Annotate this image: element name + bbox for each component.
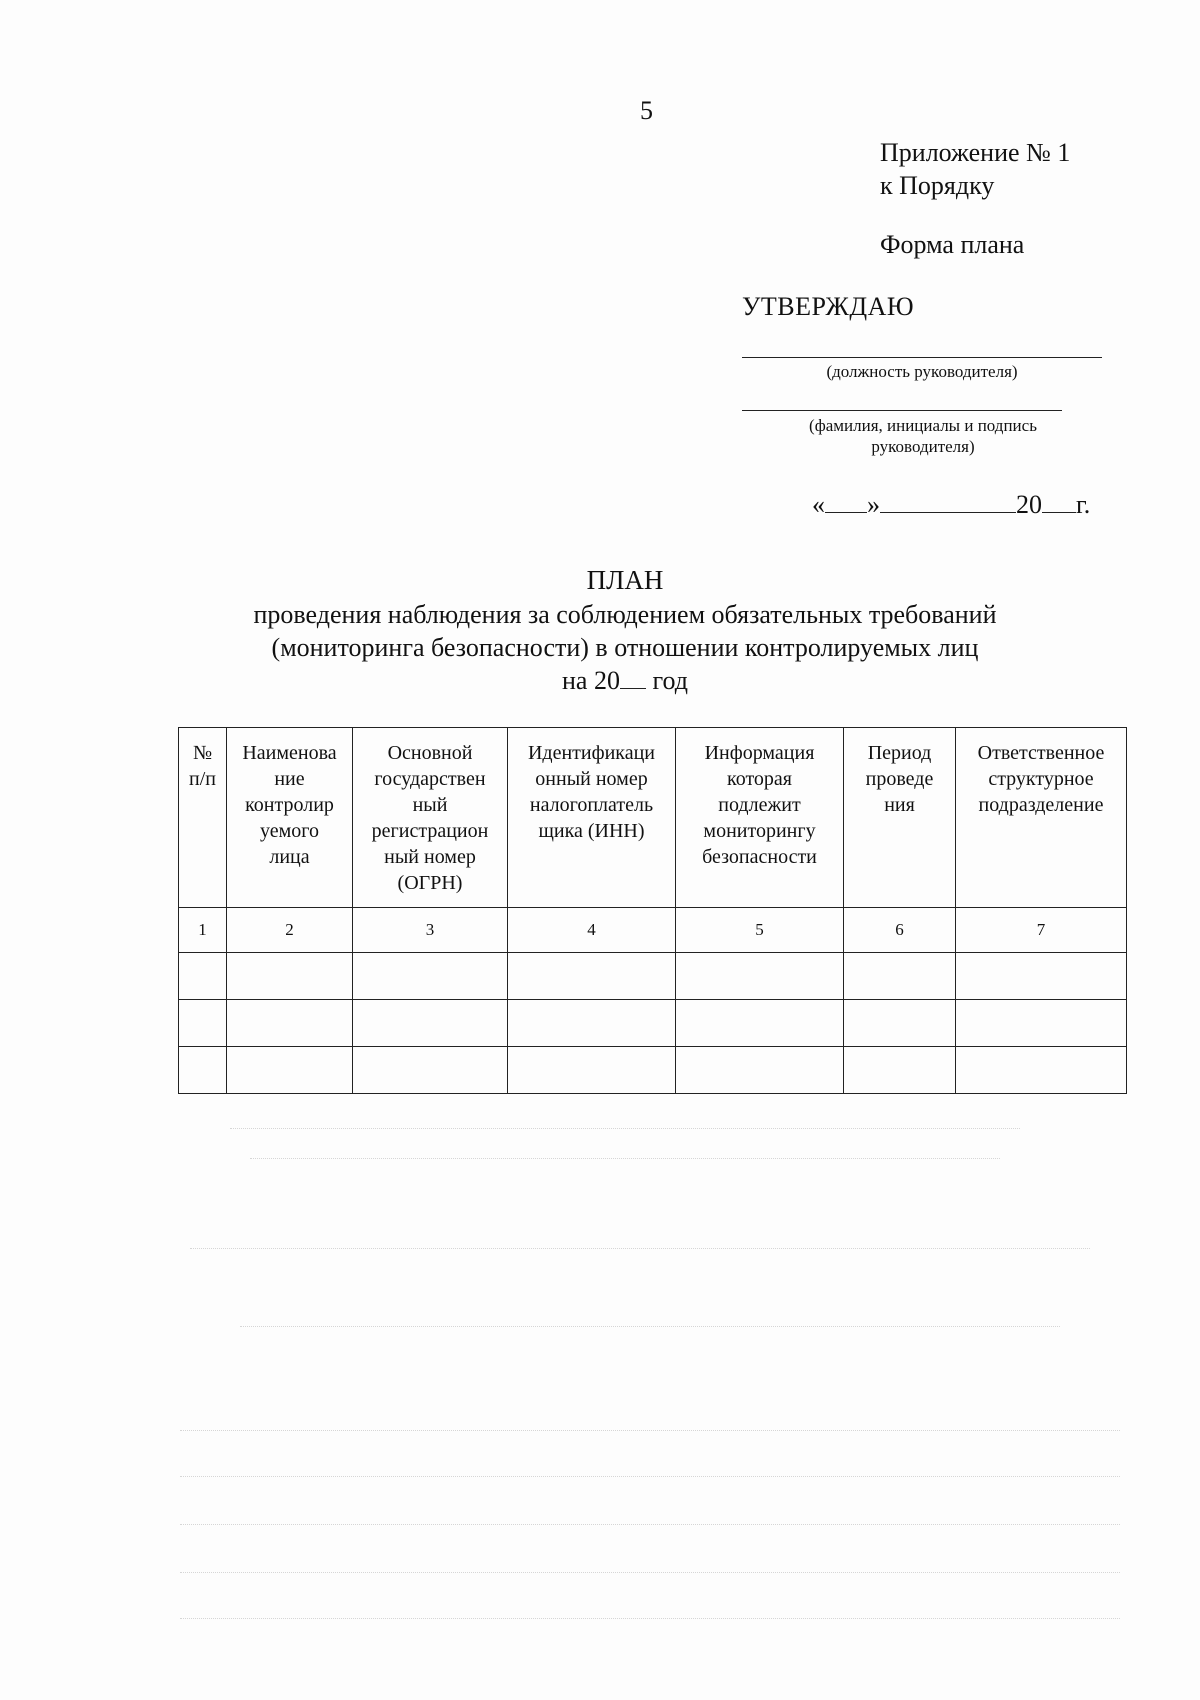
- header-entity-name: Наименова ние контролир уемого лица: [242, 742, 337, 868]
- plan-table: [178, 727, 1127, 1094]
- empty-cell: [353, 1000, 508, 1047]
- scan-artifact-line: [180, 1476, 1120, 1477]
- date-year-prefix: 20: [1016, 490, 1042, 519]
- appendix-line-2: к Порядку: [880, 171, 995, 200]
- column-number-cell: 6: [844, 908, 956, 953]
- appendix-line-1: Приложение № 1: [880, 138, 1071, 167]
- scan-artifact-line: [180, 1524, 1120, 1525]
- date-close-quote: »: [867, 490, 880, 519]
- table-header-cell: [956, 728, 1127, 908]
- date-year-suffix: г.: [1076, 490, 1091, 519]
- date-open-quote: «: [812, 490, 825, 519]
- table-row: [179, 1047, 1127, 1094]
- year-blank: [1042, 490, 1076, 513]
- column-number-cell: 3: [353, 908, 508, 953]
- plan-year-prefix: на 20: [562, 666, 620, 695]
- empty-cell: [844, 953, 956, 1000]
- column-number-cell: 5: [676, 908, 844, 953]
- empty-cell: [227, 1047, 353, 1094]
- empty-cell: [508, 1000, 676, 1047]
- empty-cell: [179, 953, 227, 1000]
- column-number-row: [179, 908, 1127, 953]
- table-header-cell: [844, 728, 956, 908]
- table-row: [179, 953, 1127, 1000]
- table-row: [179, 1000, 1127, 1047]
- plan-year-suffix: год: [652, 666, 688, 695]
- scan-artifact-line: [180, 1572, 1120, 1573]
- table-header-row: [179, 728, 1127, 908]
- empty-cell: [956, 953, 1127, 1000]
- empty-cell: [676, 1047, 844, 1094]
- scan-artifact-line: [250, 1158, 1000, 1159]
- scan-artifact-line: [180, 1430, 1120, 1431]
- empty-cell: [676, 1000, 844, 1047]
- table-header-cell: [508, 728, 676, 908]
- column-number-cell: 7: [956, 908, 1127, 953]
- day-blank: [825, 490, 867, 513]
- header-inn: Идентификаци онный номер налогоплатель щика (ИНН): [527, 742, 655, 842]
- appendix-reference: [880, 136, 1070, 202]
- scan-artifact-line: [180, 1618, 1120, 1619]
- scan-artifact-line: [240, 1326, 1060, 1327]
- table-header-cell: [353, 728, 508, 908]
- empty-cell: [508, 953, 676, 1000]
- scan-artifact-line: [230, 1128, 1020, 1129]
- header-responsible-unit: Ответственное структурное подразделение: [977, 742, 1105, 816]
- month-blank: [880, 490, 1016, 513]
- name-signature-line: [742, 410, 1062, 411]
- approval-heading: УТВЕРЖДАЮ: [742, 292, 915, 321]
- name-caption-line-2: руководителя): [871, 437, 975, 456]
- plan-subtitle: [150, 598, 1100, 664]
- plan-year-blank: [620, 664, 646, 689]
- header-period: Период проведе ния: [865, 742, 934, 816]
- plan-year-line: [150, 664, 1100, 697]
- empty-cell: [353, 953, 508, 1000]
- header-ogrn: Основной государствен ный регистрацион ный номер (ОГРН): [371, 742, 489, 894]
- header-monitoring-info: Информация которая подлежит мониторингу безопасности: [702, 742, 817, 868]
- table-header-cell: [227, 728, 353, 908]
- approval-date-line: [786, 460, 1090, 550]
- header-number: № п/п: [189, 742, 216, 790]
- empty-cell: [844, 1047, 956, 1094]
- empty-cell: [956, 1000, 1127, 1047]
- name-caption: [742, 415, 1104, 457]
- table-header-cell: [179, 728, 227, 908]
- empty-cell: [508, 1047, 676, 1094]
- empty-cell: [179, 1047, 227, 1094]
- position-caption: (должность руководителя): [826, 362, 1018, 381]
- scan-artifact-line: [190, 1248, 1090, 1249]
- name-caption-line-1: (фамилия, инициалы и подпись: [809, 416, 1037, 435]
- empty-cell: [956, 1047, 1127, 1094]
- position-signature-line: [742, 357, 1102, 358]
- table-header-cell: [676, 728, 844, 908]
- column-number-cell: 2: [227, 908, 353, 953]
- empty-cell: [676, 953, 844, 1000]
- plan-subtitle-line-1: проведения наблюдения за соблюдением обязательных требований: [253, 600, 997, 629]
- page-number: 5: [640, 96, 653, 125]
- empty-cell: [227, 953, 353, 1000]
- empty-cell: [844, 1000, 956, 1047]
- column-number-cell: 4: [508, 908, 676, 953]
- form-label: Форма плана: [880, 230, 1025, 259]
- plan-subtitle-line-2: (мониторинга безопасности) в отношении контролируемых лиц: [271, 633, 979, 662]
- column-number-cell: 1: [179, 908, 227, 953]
- empty-cell: [179, 1000, 227, 1047]
- plan-title: ПЛАН: [586, 565, 664, 595]
- empty-cell: [227, 1000, 353, 1047]
- empty-cell: [353, 1047, 508, 1094]
